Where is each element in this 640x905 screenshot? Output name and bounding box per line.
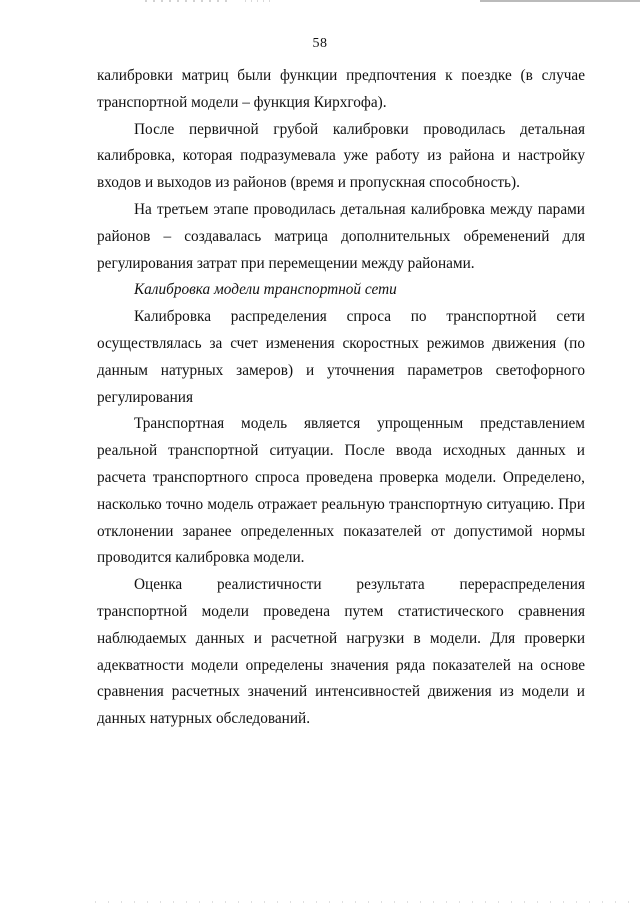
document-body [97,63,585,733]
paragraph-6: Оценка реалистичности результата перераспределения транспортной модели проведена путем статистического сравнения наблюдаемых данных и расчетной нагрузки в модели. Для проверки адекватности модели определены значения ряда показателей на основе сравнения расчетных значений интенсивностей движения из модели и данных натурных обследований. [97,576,585,728]
paragraph-2: После первичной грубой калибровки проводилась детальная калибровка, которая подразумевала уже работу из района и настройку входов и выходов из районов (время и пропускная способность). [97,120,585,192]
paragraph-3: На третьем этапе проводилась детальная калибровка между парами районов – создавалась матрица дополнительных обременений для регулирования затрат при перемещении между районами. [97,200,585,272]
paragraph-5: Транспортная модель является упрощенным представлением реальной транспортной ситуации. После ввода исходных данных и расчета транспортного спроса проведена проверка модели. Определено, насколько точно модель отражает реальную транспортную ситуацию. При отклонении заранее определенных показателей от допустимой нормы проводится калибровка модели. [97,415,585,567]
scan-artifact-bottom [0,891,640,905]
page-number: 58 [312,36,328,51]
section-subheading: Калибровка модели транспортной сети [134,281,397,299]
paragraph-1: калибровки матриц были функции предпочтения к поездке (в случае транспортной модели – функция Кирхгофа). [97,67,585,111]
scan-artifact-top [0,0,640,8]
paragraph-4: Калибровка распределения спроса по транспортной сети осуществлялась за счет изменения скоростных режимов движения (по данным натурных замеров) и уточнения параметров светофорного регулирования [97,308,585,406]
